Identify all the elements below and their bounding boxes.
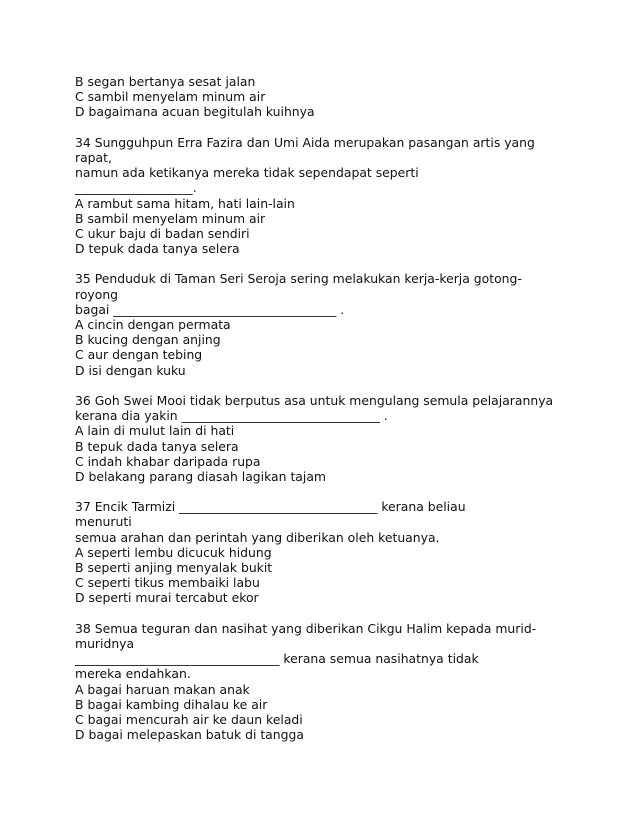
option-text: A bagai haruan makan anak xyxy=(75,681,250,697)
option-text: A cincin dengan permata xyxy=(75,317,231,332)
option-text: C aur dengan tebing xyxy=(75,347,203,363)
option-text: A seperti lembu dicucuk hidung xyxy=(75,544,272,560)
question-text: kerana dia yakin ________________________________ . xyxy=(75,408,388,424)
question-text: 37 Encik Tarmizi ________________________________ kerana beliau xyxy=(75,499,466,515)
question-text: 35 Penduduk di Taman Seri Seroja sering melakukan kerja-kerja gotong- xyxy=(75,271,522,287)
question-text: royong xyxy=(75,286,119,302)
option-text: D bagaimana acuan begitulah kuihnya xyxy=(75,104,315,120)
option-text: C ukur baju di badan sendiri xyxy=(75,225,250,241)
option-text: B kucing dengan anjing xyxy=(75,332,221,348)
option-text: B segan bertanya sesat jalan xyxy=(75,74,256,89)
continued-options xyxy=(75,74,565,120)
question-text: namun ada ketikanya mereka tidak sependapat seperti xyxy=(75,165,419,181)
question-38 xyxy=(75,621,565,743)
option-text: C indah khabar daripada rupa xyxy=(75,453,261,469)
question-35 xyxy=(75,271,565,377)
question-text: muridnya xyxy=(75,635,135,651)
question-34 xyxy=(75,135,565,257)
spacer xyxy=(75,120,565,135)
spacer xyxy=(75,256,565,271)
option-text: C bagai mencurah air ke daun keladi xyxy=(75,711,303,727)
option-text: C seperti tikus membaiki labu xyxy=(75,575,260,591)
question-text: semua arahan dan perintah yang diberikan oleh ketuanya. xyxy=(75,529,440,545)
option-text: D belakang parang diasah lagikan tajam xyxy=(75,468,326,484)
question-text: mereka endahkan. xyxy=(75,666,191,682)
option-text: D bagai melepaskan batuk di tangga xyxy=(75,727,304,743)
question-text: menuruti xyxy=(75,514,132,530)
option-text: C sambil menyelam minum air xyxy=(75,89,266,105)
option-text: D tepuk dada tanya selera xyxy=(75,241,240,257)
option-text: B bagai kambing dihalau ke air xyxy=(75,696,268,712)
option-text: D isi dengan kuku xyxy=(75,362,186,378)
question-37 xyxy=(75,499,565,605)
option-text: B sambil menyelam minum air xyxy=(75,210,266,226)
option-text: B tepuk dada tanya selera xyxy=(75,438,239,454)
question-text: 36 Goh Swei Mooi tidak berputus asa untuk mengulang semula pelajarannya xyxy=(75,392,554,408)
spacer xyxy=(75,606,565,621)
question-36 xyxy=(75,393,565,484)
option-text: A lain di mulut lain di hati xyxy=(75,423,235,439)
question-text: bagai ____________________________________ . xyxy=(75,301,345,317)
option-text: D seperti murai tercabut ekor xyxy=(75,590,259,606)
question-text: ___________________. xyxy=(75,180,197,196)
document-page xyxy=(75,74,565,742)
question-text: _________________________________ kerana semua nasihatnya tidak xyxy=(75,651,479,667)
question-text: rapat, xyxy=(75,149,112,165)
spacer xyxy=(75,378,565,393)
spacer xyxy=(75,484,565,499)
question-text: 38 Semua teguran dan nasihat yang diberikan Cikgu Halim kepada murid- xyxy=(75,620,537,636)
question-text: 34 Sungguhpun Erra Fazira dan Umi Aida merupakan pasangan artis yang xyxy=(75,134,535,150)
option-text: B seperti anjing menyalak bukit xyxy=(75,560,273,575)
option-text: A rambut sama hitam, hati lain-lain xyxy=(75,195,295,211)
